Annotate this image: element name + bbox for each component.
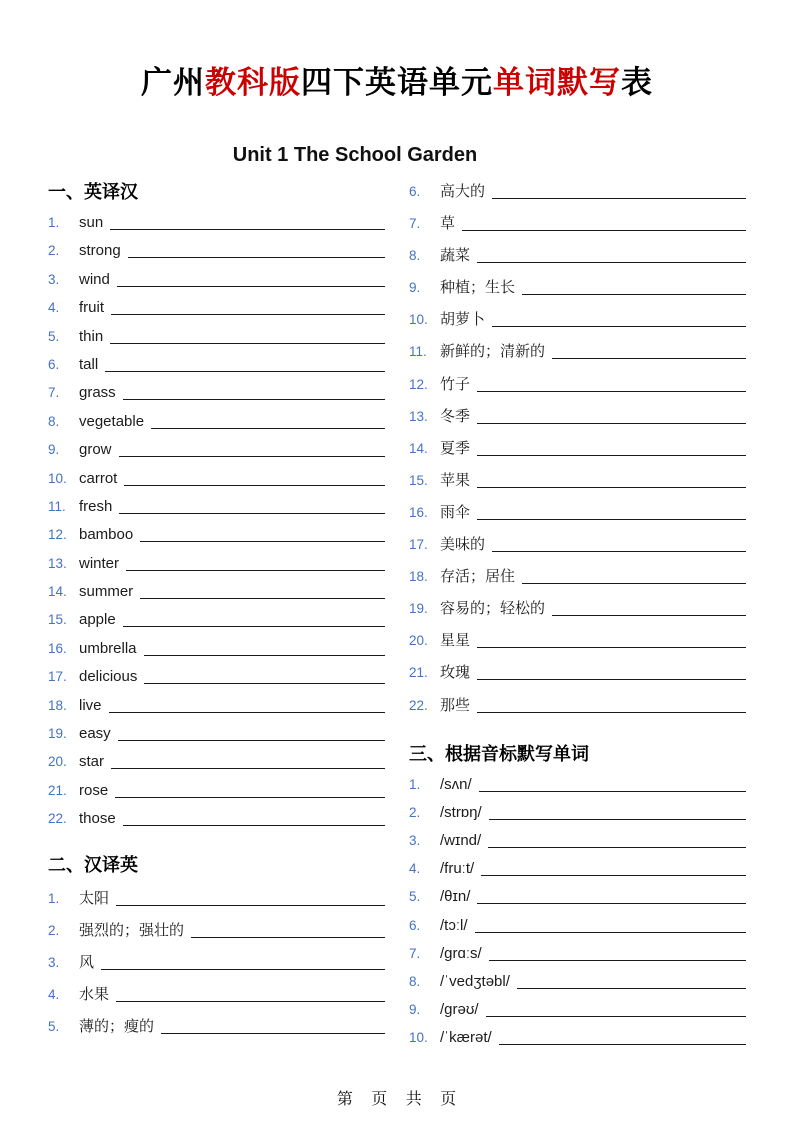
item-text: 冬季 <box>440 407 471 425</box>
item-text: 苹果 <box>440 471 471 489</box>
item-number: 6. <box>409 917 421 933</box>
item-number: 21. <box>409 665 428 681</box>
list-item <box>48 498 385 526</box>
item-number: 8. <box>48 413 60 429</box>
item-number: 6. <box>48 356 60 372</box>
item-text: 强烈的；强壮的 <box>79 921 185 939</box>
item-blank-line <box>477 423 746 424</box>
list-item <box>48 356 385 384</box>
item-blank-line <box>492 551 746 552</box>
list-item <box>409 804 746 832</box>
item-blank-line <box>105 371 385 372</box>
cn-to-en-list-part2 <box>409 180 746 726</box>
item-text: easy <box>79 725 111 743</box>
item-blank-line <box>123 825 385 826</box>
item-text: thin <box>79 327 104 345</box>
item-blank-line <box>116 1001 385 1002</box>
list-item <box>409 629 746 661</box>
item-blank-line <box>115 797 385 798</box>
item-blank-line <box>140 541 385 542</box>
item-number: 17. <box>409 537 428 553</box>
item-number: 22. <box>48 811 67 827</box>
list-item <box>48 299 385 327</box>
item-text: 薄的；瘦的 <box>79 1017 155 1035</box>
list-item <box>48 1015 385 1047</box>
item-number: 16. <box>409 504 428 520</box>
item-blank-line <box>489 819 746 820</box>
item-text: /sʌn/ <box>440 775 472 793</box>
title-part: 四下英语单元 <box>301 65 493 100</box>
item-number: 1. <box>48 215 60 230</box>
item-blank-line <box>479 791 746 792</box>
item-number: 3. <box>48 271 60 287</box>
list-item <box>409 917 746 945</box>
title-part: 广州 <box>141 65 205 100</box>
right-column <box>409 180 746 1057</box>
title-part: 单词默写 <box>493 65 621 100</box>
list-item <box>409 276 746 308</box>
list-item <box>409 694 746 726</box>
item-number: 15. <box>409 472 428 488</box>
list-item <box>48 271 385 299</box>
item-number: 4. <box>48 986 60 1002</box>
section-title-phonetics: 三、根据音标默写单词 <box>409 743 589 764</box>
item-text: tall <box>79 355 99 373</box>
item-number: 14. <box>48 584 67 600</box>
item-text: 蔬菜 <box>440 247 471 265</box>
list-item <box>48 810 385 838</box>
en-to-cn-list <box>48 214 385 839</box>
list-item <box>48 668 385 696</box>
item-number: 15. <box>48 612 67 628</box>
item-text: apple <box>79 611 116 629</box>
item-number: 19. <box>48 726 67 742</box>
item-text: 容易的；轻松的 <box>440 600 546 618</box>
item-blank-line <box>481 875 746 876</box>
item-text: 高大的 <box>440 183 486 200</box>
list-item <box>48 555 385 583</box>
item-number: 9. <box>409 280 421 296</box>
item-blank-line <box>552 358 746 359</box>
left-column <box>48 180 385 1057</box>
item-text: /ɡrəʊ/ <box>440 1001 479 1019</box>
list-item <box>409 501 746 533</box>
item-number: 9. <box>409 1002 421 1018</box>
item-number: 13. <box>409 408 428 424</box>
item-blank-line <box>477 519 746 520</box>
item-number: 10. <box>48 470 67 486</box>
item-blank-line <box>492 326 746 327</box>
list-item <box>48 951 385 983</box>
list-item <box>48 214 385 242</box>
item-text: winter <box>79 554 120 572</box>
item-blank-line <box>123 399 385 400</box>
list-item <box>409 565 746 597</box>
list-item <box>409 1001 746 1029</box>
list-item <box>409 212 746 244</box>
page-title <box>48 64 746 102</box>
item-number: 10. <box>409 1030 428 1046</box>
item-blank-line <box>119 513 385 514</box>
item-number: 19. <box>409 601 428 617</box>
list-item <box>48 697 385 725</box>
list-item <box>409 180 746 212</box>
item-blank-line <box>486 1016 746 1017</box>
item-text: /ˈvedʒtəbl/ <box>440 972 510 990</box>
item-text: 夏季 <box>440 439 471 457</box>
item-blank-line <box>462 230 746 231</box>
item-text: umbrella <box>79 639 137 657</box>
list-item <box>409 661 746 693</box>
item-number: 8. <box>409 248 421 264</box>
item-text: /wɪnd/ <box>440 831 482 849</box>
item-blank-line <box>489 960 746 961</box>
item-number: 7. <box>409 945 421 961</box>
list-item <box>409 308 746 340</box>
item-blank-line <box>126 570 385 571</box>
item-blank-line <box>488 847 746 848</box>
item-text: bamboo <box>79 526 134 544</box>
list-item <box>48 753 385 781</box>
item-number: 8. <box>409 973 421 989</box>
list-item <box>48 887 385 919</box>
item-number: 9. <box>48 442 60 458</box>
item-number: 4. <box>48 300 60 316</box>
list-item <box>48 919 385 951</box>
item-blank-line <box>517 988 746 989</box>
item-text: /fruːt/ <box>440 860 475 878</box>
item-text: /tɔːl/ <box>440 916 468 934</box>
list-item <box>409 888 746 916</box>
item-blank-line <box>119 456 385 457</box>
list-item <box>48 242 385 270</box>
item-text: live <box>79 696 102 714</box>
item-text: 种植；生长 <box>440 279 516 297</box>
item-number: 13. <box>48 555 67 571</box>
list-item <box>48 413 385 441</box>
list-item <box>48 384 385 412</box>
item-number: 10. <box>409 312 428 328</box>
item-number: 7. <box>48 385 60 401</box>
list-item <box>409 945 746 973</box>
list-item <box>409 1029 746 1057</box>
item-number: 11. <box>48 498 66 514</box>
item-blank-line <box>111 314 385 315</box>
item-blank-line <box>110 343 385 344</box>
item-number: 2. <box>48 243 60 259</box>
item-blank-line <box>477 903 746 904</box>
item-text: /ˈkærət/ <box>440 1029 492 1047</box>
unit-title: Unit 1 The School Garden <box>232 144 478 166</box>
list-item <box>409 405 746 437</box>
item-number: 5. <box>48 328 60 344</box>
item-text: 竹子 <box>440 375 471 393</box>
item-blank-line <box>118 740 385 741</box>
item-blank-line <box>123 626 385 627</box>
item-number: 12. <box>409 376 428 392</box>
list-item <box>48 640 385 668</box>
item-blank-line <box>499 1044 746 1045</box>
item-number: 5. <box>409 889 421 905</box>
item-blank-line <box>191 937 385 938</box>
item-blank-line <box>477 391 746 392</box>
item-text: 水果 <box>79 985 110 1003</box>
item-text: 存活；居住 <box>440 568 516 586</box>
item-text: 美味的 <box>440 536 486 554</box>
item-text: 那些 <box>440 696 471 714</box>
item-number: 3. <box>48 954 60 970</box>
item-blank-line <box>144 683 385 684</box>
item-number: 7. <box>409 216 421 232</box>
item-blank-line <box>128 257 385 258</box>
item-number: 11. <box>409 344 427 360</box>
list-item <box>409 776 746 804</box>
item-text: 雨伞 <box>440 503 471 521</box>
item-blank-line <box>522 294 746 295</box>
item-text: those <box>79 810 116 828</box>
list-item <box>409 373 746 405</box>
item-number: 22. <box>409 697 428 713</box>
item-text: 风 <box>79 953 95 971</box>
item-blank-line <box>116 905 385 906</box>
list-item <box>48 725 385 753</box>
item-blank-line <box>477 455 746 456</box>
item-blank-line <box>110 229 385 230</box>
item-number: 2. <box>409 804 421 820</box>
item-text: 星星 <box>440 632 471 650</box>
cn-to-en-list-part1 <box>48 887 385 1047</box>
item-number: 5. <box>48 1018 60 1034</box>
item-blank-line <box>111 768 385 769</box>
item-text: /ɡrɑːs/ <box>440 944 482 962</box>
item-text: grow <box>79 441 112 459</box>
item-text: delicious <box>79 668 138 686</box>
content-columns <box>48 180 746 1057</box>
item-blank-line <box>144 655 385 656</box>
item-text: rose <box>79 781 109 799</box>
item-blank-line <box>477 487 746 488</box>
list-item <box>409 469 746 501</box>
item-blank-line <box>477 262 746 263</box>
section-title-en-to-cn: 一、英译汉 <box>48 182 138 202</box>
item-number: 14. <box>409 440 428 456</box>
list-item <box>48 328 385 356</box>
item-number: 20. <box>48 754 67 770</box>
list-item <box>48 983 385 1015</box>
item-blank-line <box>477 679 746 680</box>
item-blank-line <box>475 932 746 933</box>
item-number: 16. <box>48 640 67 656</box>
item-blank-line <box>151 428 385 429</box>
item-text: fresh <box>79 497 113 515</box>
title-part: 教科版 <box>205 65 301 100</box>
item-number: 18. <box>409 569 428 585</box>
item-text: 胡萝卜 <box>440 311 486 329</box>
item-text: grass <box>79 384 116 402</box>
list-item <box>409 832 746 860</box>
item-number: 1. <box>409 776 421 792</box>
list-item <box>409 533 746 565</box>
item-text: strong <box>79 242 121 260</box>
list-item <box>48 526 385 554</box>
list-item <box>48 470 385 498</box>
item-text: 玫瑰 <box>440 664 471 682</box>
page-footer: 第 页 共 页 <box>336 1091 457 1108</box>
list-item <box>409 973 746 1001</box>
item-blank-line <box>140 598 385 599</box>
item-text: wind <box>79 270 110 288</box>
title-part: 表 <box>621 65 653 100</box>
section-title-cn-to-en: 二、汉译英 <box>48 854 138 875</box>
item-number: 2. <box>48 922 60 938</box>
item-number: 21. <box>48 782 67 798</box>
item-blank-line <box>117 286 385 287</box>
item-number: 12. <box>48 527 67 543</box>
item-blank-line <box>477 712 746 713</box>
list-item <box>409 340 746 372</box>
list-item <box>409 597 746 629</box>
item-number: 4. <box>409 861 421 877</box>
item-number: 18. <box>48 697 67 713</box>
item-text: vegetable <box>79 412 145 430</box>
item-blank-line <box>124 485 385 486</box>
list-item <box>48 611 385 639</box>
item-blank-line <box>101 969 385 970</box>
item-blank-line <box>161 1033 385 1034</box>
item-number: 3. <box>409 832 421 848</box>
item-blank-line <box>109 712 385 713</box>
item-text: summer <box>79 583 134 601</box>
item-text: carrot <box>79 469 118 487</box>
item-text: /strɒŋ/ <box>440 803 482 821</box>
item-number: 20. <box>409 633 428 649</box>
list-item <box>409 860 746 888</box>
item-blank-line <box>522 583 746 584</box>
item-text: fruit <box>79 299 105 317</box>
list-item <box>409 437 746 469</box>
list-item <box>48 441 385 469</box>
item-blank-line <box>477 647 746 648</box>
item-text: /θɪn/ <box>440 888 471 906</box>
item-text: sun <box>79 214 104 231</box>
list-item <box>48 782 385 810</box>
item-number: 6. <box>409 184 421 199</box>
item-text: 新鲜的；清新的 <box>440 343 546 361</box>
item-blank-line <box>492 198 746 199</box>
item-text: 草 <box>440 215 456 233</box>
item-number: 17. <box>48 669 67 685</box>
list-item <box>409 244 746 276</box>
item-text: star <box>79 753 105 771</box>
phonetics-list <box>409 776 746 1058</box>
item-blank-line <box>552 615 746 616</box>
list-item <box>48 583 385 611</box>
item-text: 太阳 <box>79 889 110 907</box>
item-number: 1. <box>48 890 60 906</box>
